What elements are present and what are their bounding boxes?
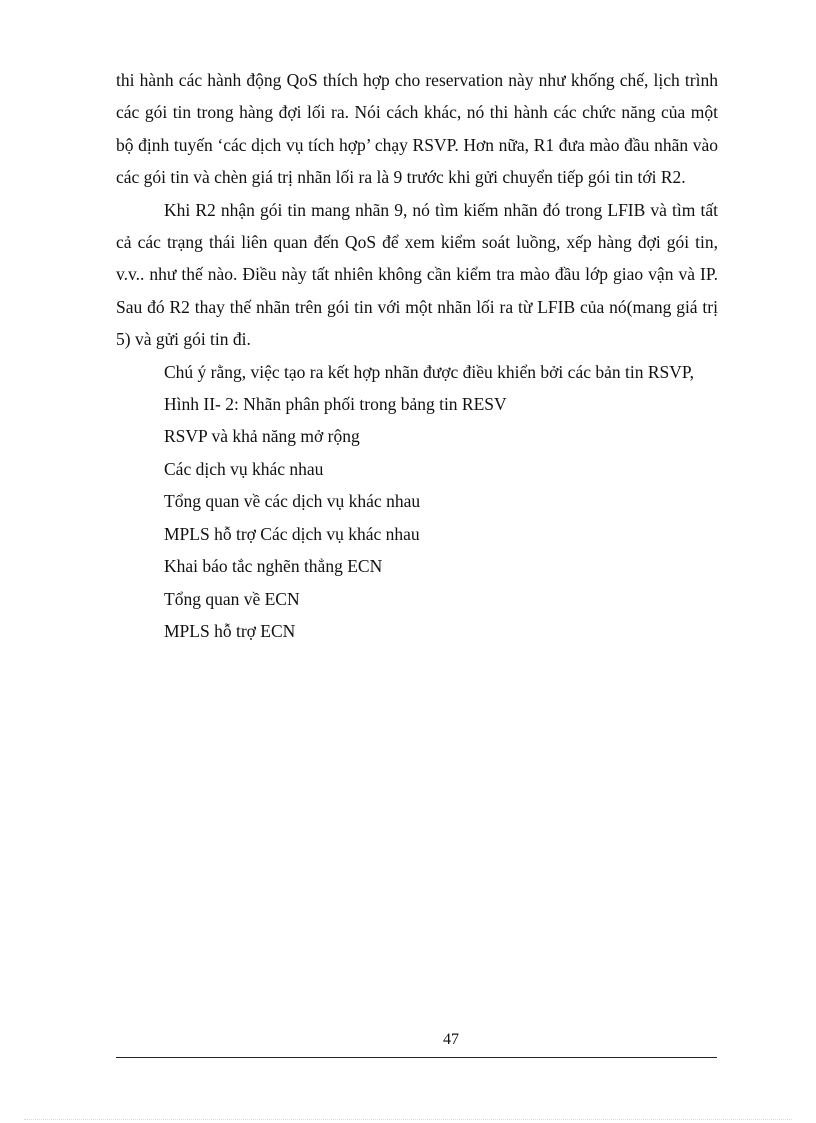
paragraph-r2-label-lookup: Khi R2 nhận gói tin mang nhãn 9, nó tìm kiếm nhãn đó trong LFIB và tìm tất cả các trạng thái liên quan đến QoS để xem kiểm soát luồng, xếp hàng đợi gói tin, v.v.. như thế nào. Điều này tất nhiên không cần kiểm tra mào đầu lớp giao vận và IP. Sau đó R2 thay thế nhãn trên gói tin với một nhãn lối ra từ LFIB của nó(mang giá trị 5) và gửi gói tin đi. (116, 199, 718, 350)
heading-rsvp-scalability: RSVP và khả năng mở rộng (164, 426, 360, 447)
heading-mpls-ecn: MPLS hỗ trợ ECN (164, 620, 296, 641)
body-text (116, 64, 718, 647)
heading-ecn-overview: Tổng quan về ECN (164, 588, 300, 609)
heading-ecn: Khai báo tắc nghẽn thẳng ECN (164, 556, 383, 577)
heading-mpls-diffserv: MPLS hỗ trợ Các dịch vụ khác nhau (164, 523, 420, 544)
paragraph-rsvp-note: Chú ý rằng, việc tạo ra kết hợp nhãn được điều khiển bởi các bản tin RSVP, (164, 361, 695, 382)
figure-caption-line: Hình II- 2: Nhãn phân phối trong bảng tin RESV (164, 394, 507, 415)
footer-rule (116, 1057, 717, 1058)
paragraph-continued: thi hành các hành động QoS thích hợp cho reservation này như khống chế, lịch trình các gói tin trong hàng đợi lối ra. Nói cách khác, nó thi hành các chức năng của một bộ định tuyến ‘các dịch vụ tích hợp’ chạy RSVP. Hơn nữa, R1 đưa mào đầu nhãn vào các gói tin và chèn giá trị nhãn lối ra là 9 trước khi gửi chuyển tiếp gói tin tới R2. (116, 70, 718, 188)
heading-diffserv: Các dịch vụ khác nhau (164, 458, 324, 479)
page-bottom-dotted-edge (24, 1119, 792, 1120)
page-number: 47 (443, 1031, 459, 1048)
heading-diffserv-overview: Tổng quan về các dịch vụ khác nhau (164, 491, 421, 512)
